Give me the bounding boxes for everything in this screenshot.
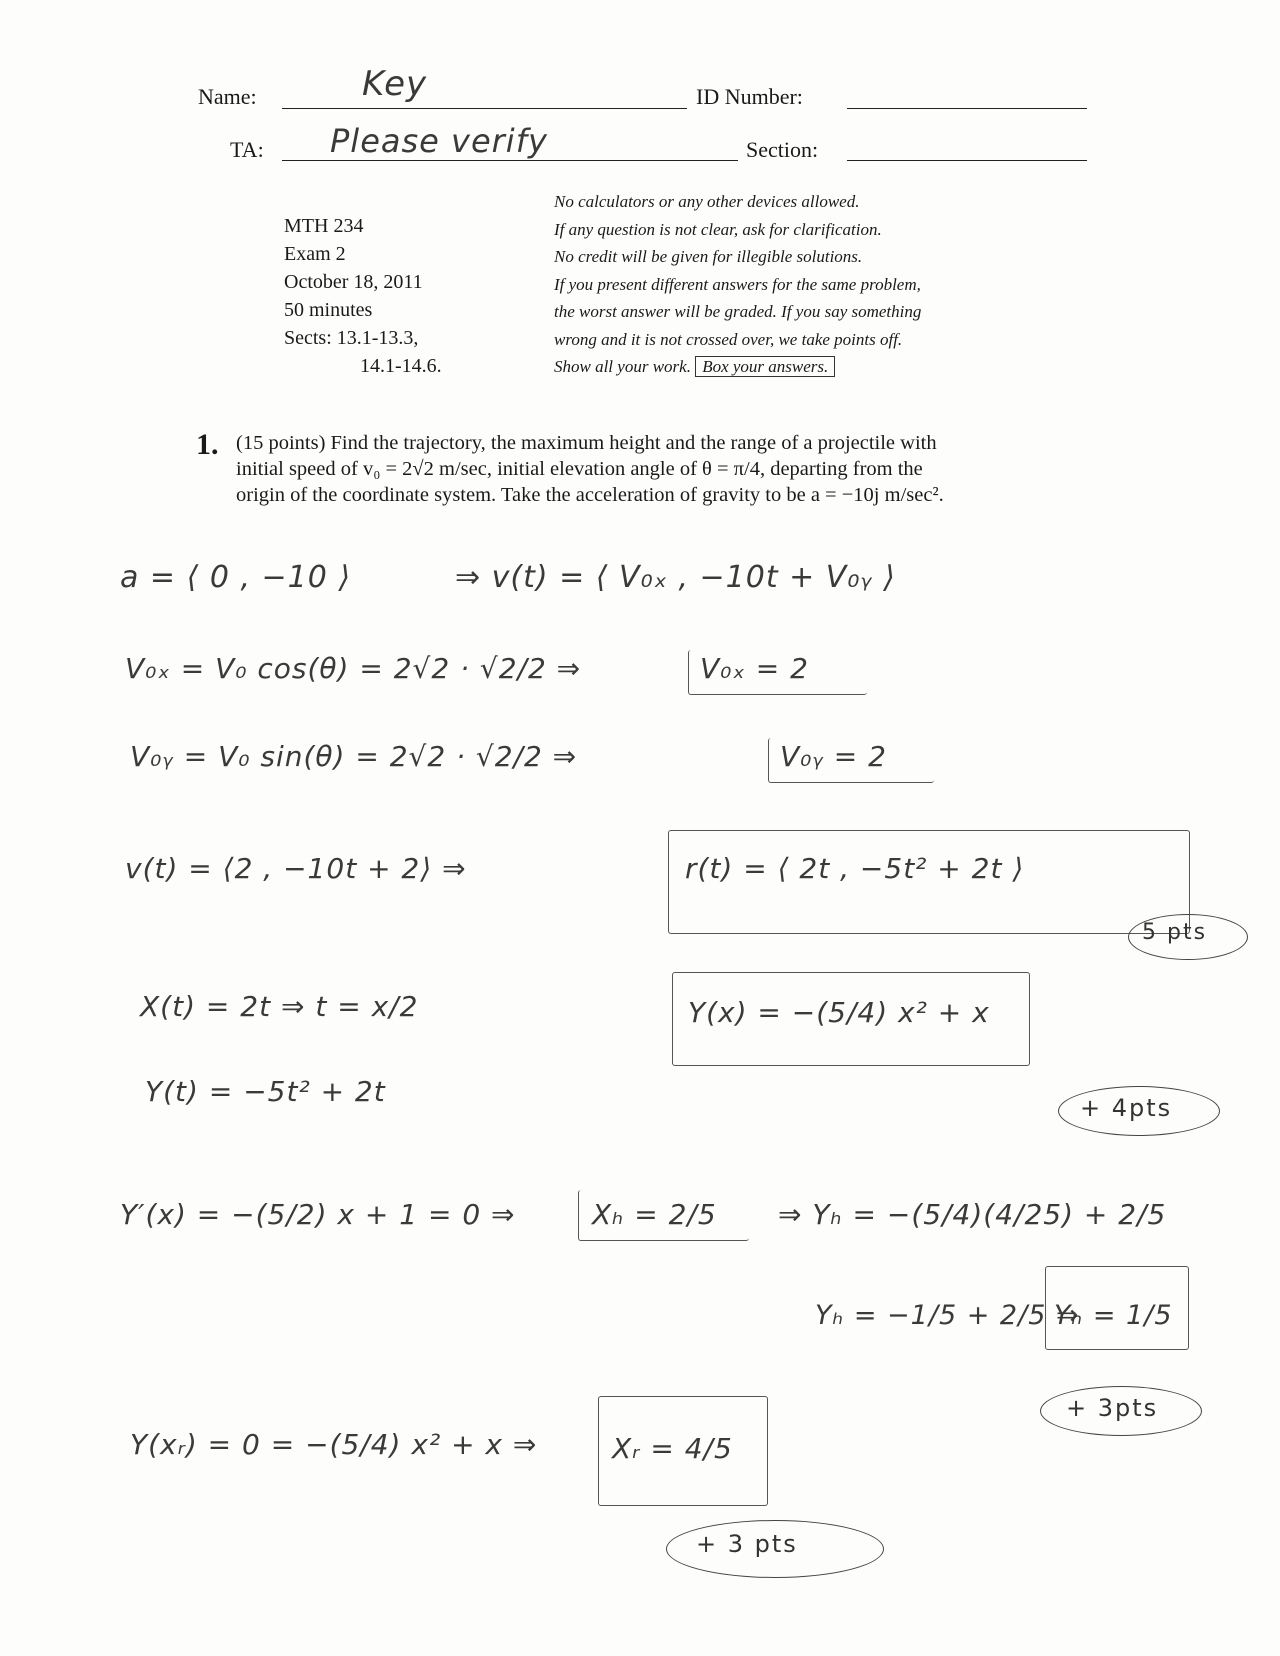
id-label: ID Number: — [696, 84, 803, 109]
exam-duration: 50 minutes — [284, 299, 373, 321]
section-label: Section: — [746, 137, 819, 162]
vox-eq: V₀ₓ = V₀ cos(θ) = 2√2 · √2/2 ⇒ — [125, 652, 582, 685]
ta-label: TA: — [230, 137, 264, 162]
voy-answer-box — [768, 738, 934, 783]
score-4: + 3 pts — [696, 1530, 798, 1558]
problem-line3: origin of the coordinate system. Take the acceleration of gravity to be a = −10j m/sec². — [236, 484, 944, 506]
problem-line1: (15 points) Find the trajectory, the maximum height and the range of a projectile with — [236, 432, 937, 454]
derivative-eq: Y′(x) = −(5/2) x + 1 = 0 ⇒ — [120, 1198, 516, 1231]
ta-value: Please verify — [330, 122, 548, 160]
instruction-2: If any question is not clear, ask for clarification. — [554, 219, 882, 239]
vox-answer: V₀ₓ = 2 — [700, 652, 809, 685]
yh-simplify: Yₕ = −1/5 + 2/5 ⇒ — [815, 1300, 1080, 1331]
id-line — [847, 108, 1087, 109]
name-value: Key — [362, 64, 428, 104]
vt-eq: v(t) = ⟨2 , −10t + 2⟩ ⇒ — [125, 852, 467, 885]
exam-info — [284, 212, 442, 380]
instruction-3: No credit will be given for illegible solutions. — [554, 247, 863, 266]
instruction-4: If you present different answers for the same problem, — [554, 274, 921, 294]
range-eq: Y(xᵣ) = 0 = −(5/4) x² + x ⇒ — [130, 1428, 538, 1461]
name-line — [282, 108, 687, 109]
accel-eq: a = ⟨ 0 , −10 ⟩ — [120, 560, 352, 595]
yx-answer: Y(x) = −(5/4) x² + x — [688, 996, 990, 1029]
name-label: Name: — [198, 84, 257, 109]
instructions — [554, 188, 921, 381]
instruction-1: No calculators or any other devices allowed. — [554, 192, 860, 211]
yt-eq: Y(t) = −5t² + 2t — [145, 1075, 386, 1108]
voy-answer: V₀ᵧ = 2 — [780, 740, 887, 773]
yh-calc: ⇒ Yₕ = −(5/4)(4/25) + 2/5 — [778, 1198, 1167, 1231]
sections-line1: Sects: 13.1-13.3, — [284, 327, 419, 349]
xh-answer: Xₕ = 2/5 — [592, 1198, 717, 1231]
box-answers-text: Box your answers. — [695, 356, 835, 377]
yh-answer: Yₕ = 1/5 — [1054, 1300, 1173, 1331]
trajectory-answer: r(t) = ⟨ 2t , −5t² + 2t ⟩ — [685, 852, 1025, 885]
score-1: 5 pts — [1142, 920, 1208, 945]
velocity-eq: ⇒ v(t) = ⟨ V₀ₓ , −10t + V₀ᵧ ⟩ — [455, 560, 896, 595]
exam-number: Exam 2 — [284, 243, 346, 265]
vox-answer-box — [688, 650, 867, 695]
xt-eq: X(t) = 2t ⇒ t = x/2 — [140, 990, 419, 1023]
show-work-text: Show all your work. — [554, 357, 691, 376]
exam-date: October 18, 2011 — [284, 271, 423, 293]
problem-line2: initial speed of v₀ = 2√2 m/sec, initial elevation angle of θ = π/4, departing from the — [236, 458, 923, 480]
range-answer: Xᵣ = 4/5 — [612, 1432, 733, 1465]
section-line — [847, 160, 1087, 161]
problem-text — [236, 430, 944, 508]
course: MTH 234 — [284, 215, 364, 237]
score-2: + 4pts — [1080, 1094, 1173, 1122]
score-3: + 3pts — [1066, 1394, 1159, 1422]
ta-line — [282, 160, 738, 161]
sections-line2: 14.1-14.6. — [360, 355, 442, 377]
voy-eq: V₀ᵧ = V₀ sin(θ) = 2√2 · √2/2 ⇒ — [130, 740, 578, 773]
instruction-7 — [554, 353, 921, 381]
problem-number: 1. — [196, 428, 219, 461]
instruction-5: the worst answer will be graded. If you say something — [554, 302, 922, 321]
instruction-6: wrong and it is not crossed over, we take points off. — [554, 329, 903, 349]
